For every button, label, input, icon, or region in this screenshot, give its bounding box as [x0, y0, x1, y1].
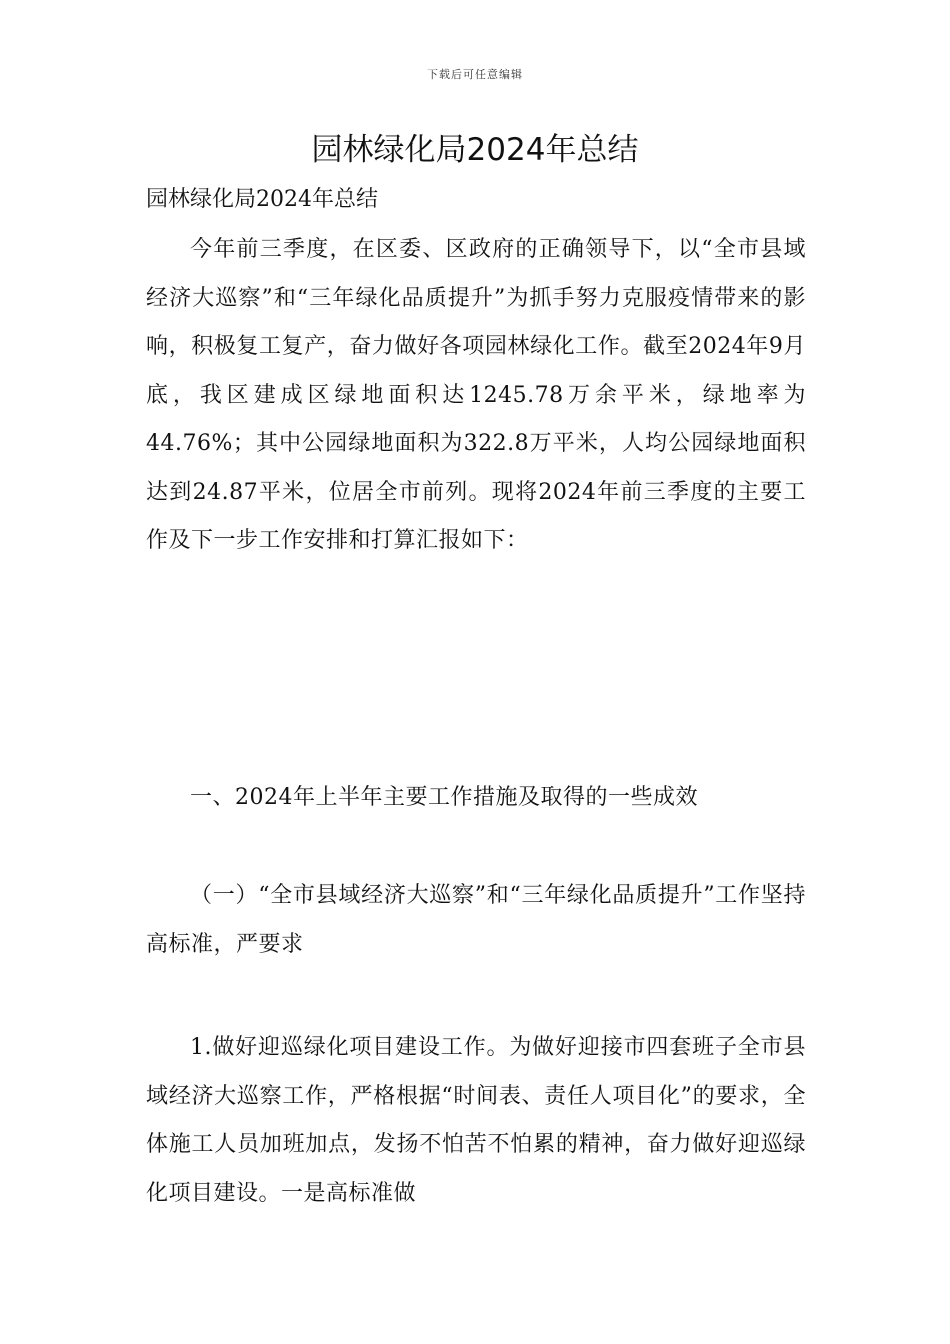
- item-paragraph: 1.做好迎巡绿化项目建设工作。为做好迎接市四套班子全市县域经济大巡察工作，严格根据“时间表、责任人项目化”的要求，全体施工人员加班加点，发扬不怕苦不怕累的精神，奋力做好迎巡绿化项目建设。一是高标准做: [146, 1035, 806, 1206]
- section-heading: 一、2024年上半年主要工作措施及取得的一些成效: [190, 785, 698, 810]
- header-note: 下载后可任意编辑: [427, 68, 523, 81]
- document-subtitle: 园林绿化局2024年总结: [146, 187, 378, 212]
- subsection-heading: （一）“全市县域经济大巡察”和“三年绿化品质提升”工作坚持高标准，严要求: [146, 883, 806, 957]
- intro-paragraph: 今年前三季度，在区委、区政府的正确领导下，以“全市县域经济大巡察”和“三年绿化品质提升”为抓手努力克服疫情带来的影响，积极复工复产，奋力做好各项园林绿化工作。截至2024年9月底，我区建成区绿地面积达1245.78万余平米，绿地率为44.76%；其中公园绿地面积为322.8万平米，人均公园绿地面积达到24.87平米，位居全市前列。现将2024年前三季度的主要工作及下一步工作安排和打算汇报如下：: [146, 237, 806, 553]
- document-title: 园林绿化局2024年总结: [311, 132, 639, 168]
